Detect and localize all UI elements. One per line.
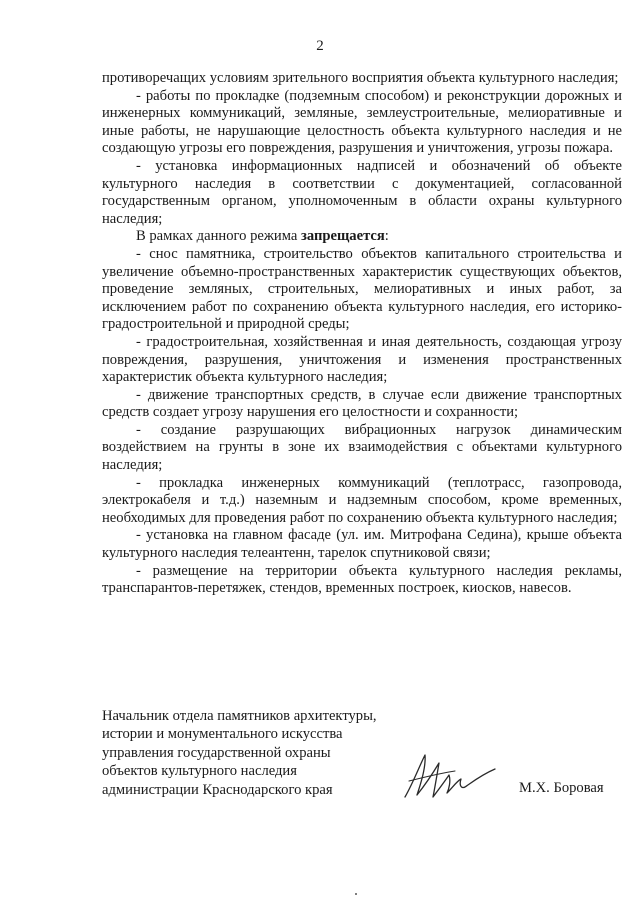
document-body <box>102 70 622 598</box>
paragraph-utilities: - прокладка инженерных коммуникаций (теплотрасс, газопровода, электрокабеля и т.д.) наземным и надземным способом, кроме временных, необходимых для проведения работ по сохранению объекта культурного наследия; <box>102 474 622 526</box>
prohibited-intro-suffix: : <box>384 228 389 245</box>
signatory-title-line: администрации Краснодарского края <box>102 781 333 798</box>
handwritten-signature <box>395 745 500 805</box>
paragraph-info-signs: - установка информационных надписей и обозначений об объекте культурного наследия в соответствии с документацией, согласованной государственным органом, уполномоченным в области охраны культурного наследия; <box>102 157 622 227</box>
scan-speck <box>355 893 357 895</box>
prohibited-keyword: запрещается <box>301 228 385 245</box>
paragraph-advertising: - размещение на территории объекта культурного наследия рекламы, транспарантов-перетяжек, стендов, временных построек, киосков, навесов. <box>102 562 622 597</box>
signatory-title <box>102 707 377 799</box>
paragraph-urban-activity: - градостроительная, хозяйственная и иная деятельность, создающая угрозу повреждения, разрушения, уничтожения и изменения пространственных характеристик объекта культурного наследия; <box>102 333 622 386</box>
paragraph-vehicle-traffic: - движение транспортных средств, в случае если движение транспортных средств создает угрозу нарушения его целостности и сохранности; <box>102 386 622 421</box>
prohibited-intro-prefix: В рамках данного режима <box>136 228 301 245</box>
paragraph-prohibited-intro <box>102 228 622 246</box>
signatory-title-line: управления государственной охраны <box>102 744 331 761</box>
signatory-title-line: Начальник отдела памятников архитектуры, <box>102 708 377 724</box>
paragraph-demolition: - снос памятника, строительство объектов капитального строительства и увеличение объемно-пространственных характеристик существующих объектов, проведение земляных, строительных, мелиоративных и иных работ, за исключением работ по сохранению объекта культурного наследия, его историко-градостроительной и природной среды; <box>102 245 622 333</box>
paragraph-vibration-loads: - создание разрушающих вибрационных нагрузок динамическим воздействием на грунты в зоне их взаимодействия с объектами культурного наследия; <box>102 421 622 474</box>
paragraph-continuation: противоречащих условиям зрительного восприятия объекта культурного наследия; <box>102 70 619 86</box>
paragraph-road-works: - работы по прокладке (подземным способом) и реконструкции дорожных и инженерных коммуникаций, земляные, землеустроительные, мелиоративные и иные работы, не нарушающие целостность объекта культурного наследия и не создающую угрозы его повреждения, разрушения и уничтожения, угрозы пожара. <box>102 87 622 157</box>
paragraph-antennas: - установка на главном фасаде (ул. им. Митрофана Седина), крыше объекта культурного наследия телеантенн, тарелок спутниковой связи; <box>102 527 622 562</box>
signatory-name: М.Х. Боровая <box>519 780 604 796</box>
signatory-title-line: истории и монументального искусства <box>102 726 343 743</box>
signatory-title-line: объектов культурного наследия <box>102 763 297 780</box>
page-number: 2 <box>316 38 324 54</box>
